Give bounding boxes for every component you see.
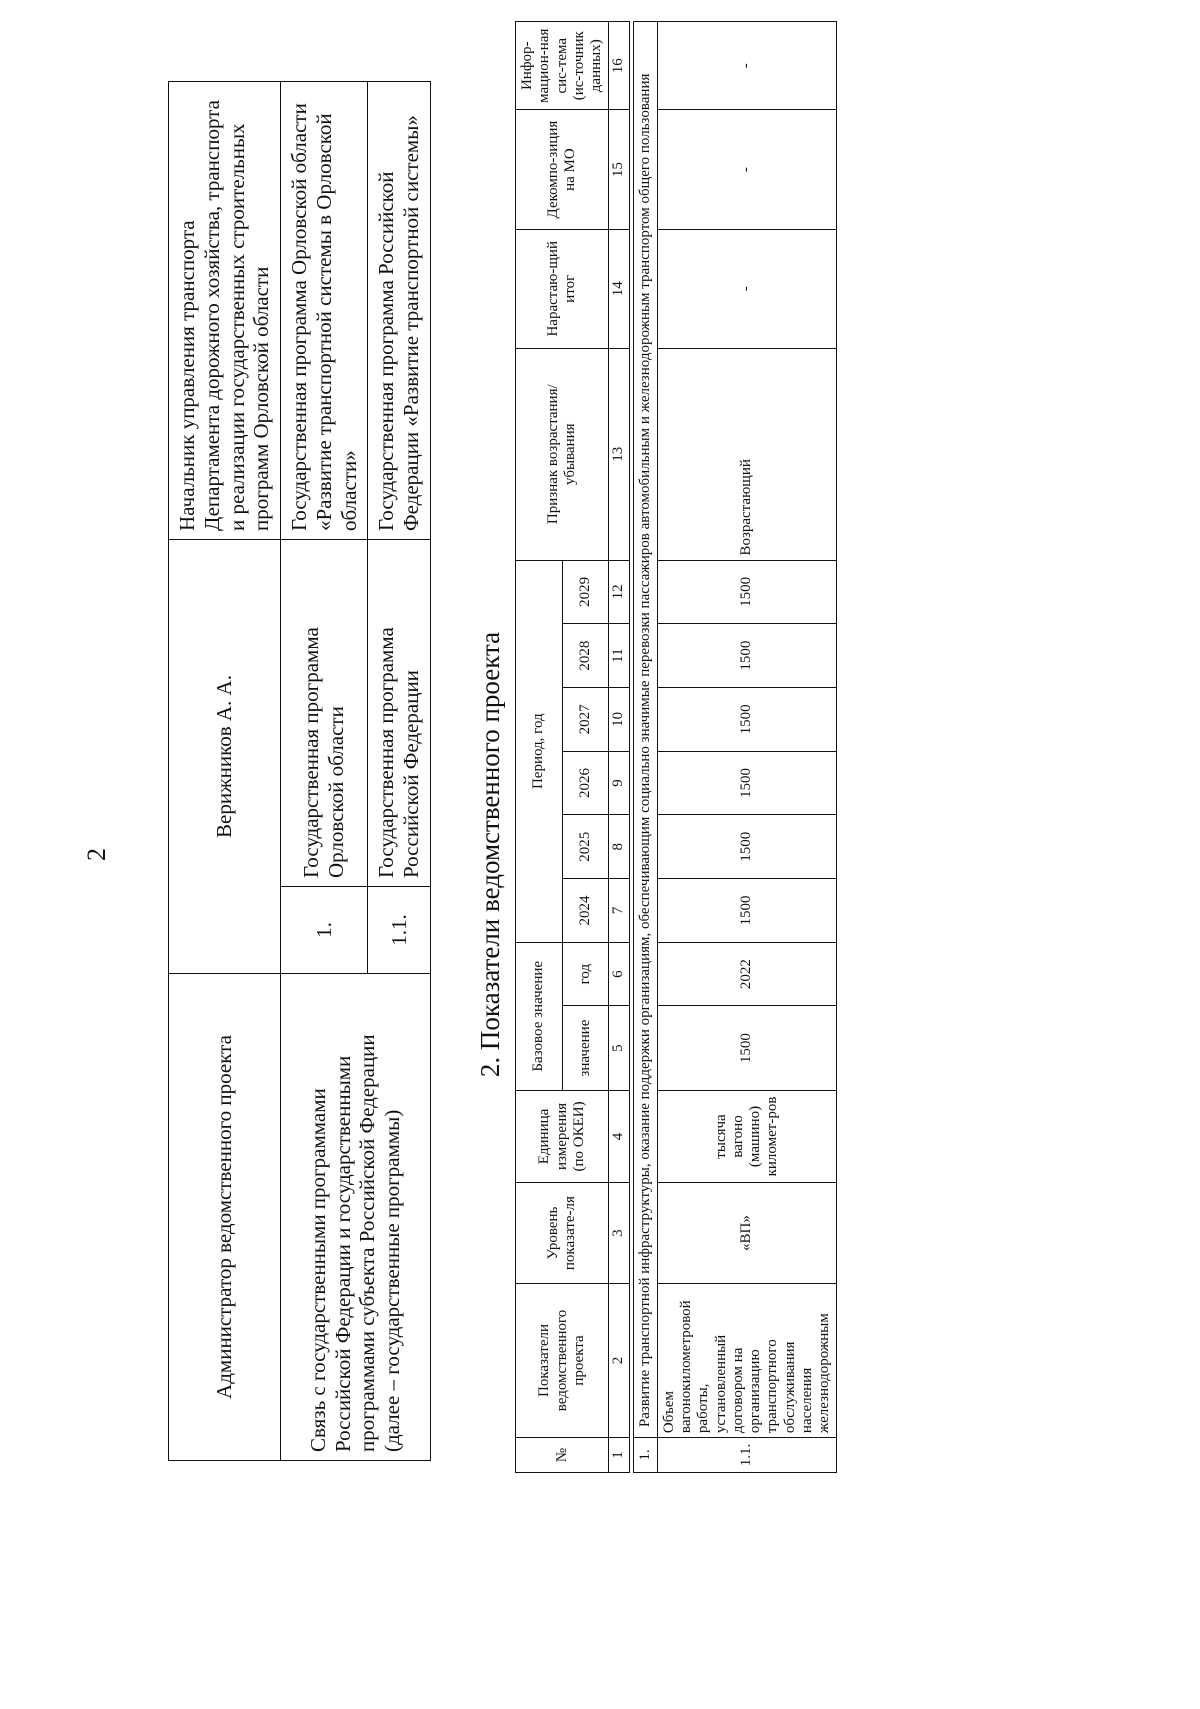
row-period-value: 1500	[657, 560, 837, 624]
program-link-label: Связь с государственными программами Российской Федерации и государственными программами субъекта Российской Федерации (далее – государственные программы)	[281, 974, 431, 1461]
program-type: Государственная программа Российской Федерации	[368, 540, 431, 887]
header-year: 2025	[562, 815, 609, 879]
header-period-group: Период, год	[516, 560, 563, 942]
administrator-label: Администратор ведомственного проекта	[169, 974, 281, 1461]
column-number: 11	[609, 624, 629, 688]
header-indicator: Показатели ведомственного проекта	[516, 1283, 609, 1437]
row-period-value: 1500	[657, 624, 837, 688]
column-number: 15	[609, 110, 629, 229]
column-number: 7	[609, 879, 629, 943]
indicators-table	[515, 21, 837, 1473]
row-period-value: 1500	[657, 879, 837, 943]
header-row-1	[516, 22, 563, 1473]
column-number: 3	[609, 1183, 629, 1284]
header-year: 2029	[562, 560, 609, 624]
row-period-value: 1500	[657, 687, 837, 751]
row-info-system: -	[657, 22, 837, 110]
program-number: 1.1.	[368, 887, 431, 974]
section-title: 2. Показатели ведомственного проекта	[475, 631, 505, 1078]
column-number: 1	[609, 1438, 629, 1473]
header-num: №	[516, 1438, 609, 1473]
header-info-system: Инфор-мацион-ная сис-тема (ис-точник данных)	[516, 22, 609, 110]
program-name: Государственная программа Российской Федерации «Развитие транспортной системы»	[368, 82, 431, 540]
column-number: 13	[609, 348, 629, 560]
row-base-year: 2022	[657, 942, 837, 1006]
row-number: 1.1.	[657, 1438, 837, 1473]
program-number: 1.	[281, 887, 368, 974]
column-number: 8	[609, 815, 629, 879]
header-unit: Единица измерения (по ОКЕИ)	[516, 1090, 609, 1182]
row-period-value: 1500	[657, 751, 837, 815]
column-number: 4	[609, 1090, 629, 1182]
header-base-group: Базовое значение	[516, 942, 563, 1090]
section-row	[633, 22, 657, 1473]
column-number: 2	[609, 1283, 629, 1437]
row-level: «ВП»	[657, 1183, 837, 1284]
column-numbers-row	[609, 22, 629, 1473]
section-number: 1.	[633, 1438, 657, 1473]
row-decomposition: -	[657, 110, 837, 229]
table-row	[657, 22, 837, 1473]
page-number: 2	[82, 848, 111, 861]
header-decomposition: Декомпо-зиция на МО	[516, 110, 609, 229]
row-cumulative: -	[657, 229, 837, 348]
column-number: 10	[609, 687, 629, 751]
row-indicator: Объем вагонокилометровой работы, установленный договором на организацию транспортного обслуживания населения железнодорожным	[657, 1283, 837, 1437]
column-number: 14	[609, 229, 629, 348]
header-year: 2026	[562, 751, 609, 815]
column-number: 16	[609, 22, 629, 110]
column-number: 5	[609, 1006, 629, 1090]
header-level: Уровень показате-ля	[516, 1183, 609, 1284]
header-base-year: год	[562, 942, 609, 1006]
row-unit: тысяча вагоно (машино) километ-ров	[657, 1090, 837, 1182]
row-period-value: 1500	[657, 815, 837, 879]
administrator-row	[169, 82, 281, 1461]
column-number: 9	[609, 751, 629, 815]
header-year: 2027	[562, 687, 609, 751]
program-name: Государственная программа Орловской области «Развитие транспортной системы в Орловской области»	[281, 82, 368, 540]
header-year: 2024	[562, 879, 609, 943]
administrator-value: Верижников А. А.	[169, 540, 281, 974]
header-cumulative: Нарастаю-щий итог	[516, 229, 609, 348]
administrator-position: Начальник управления транспорта Департамента дорожного хозяйства, транспорта и реализации государственных строительных программ Орловской области	[169, 82, 281, 540]
column-number: 6	[609, 942, 629, 1006]
row-trend: Возрастающий	[657, 348, 837, 560]
header-trend: Признак возрастания/ убывания	[516, 348, 609, 560]
section-text: Развитие транспортной инфраструктуры, оказание поддержки организациям, обеспечивающим социально значимые перевозки пассажиров автомобильным и железнодорожным транспортом общего пользования	[633, 22, 657, 1438]
column-number: 12	[609, 560, 629, 624]
row-base-value: 1500	[657, 1006, 837, 1090]
program-type: Государственная программа Орловской области	[281, 540, 368, 887]
program-row-1	[281, 82, 368, 1461]
header-year: 2028	[562, 624, 609, 688]
header-base-value: значение	[562, 1006, 609, 1090]
project-info-table	[168, 81, 431, 1461]
